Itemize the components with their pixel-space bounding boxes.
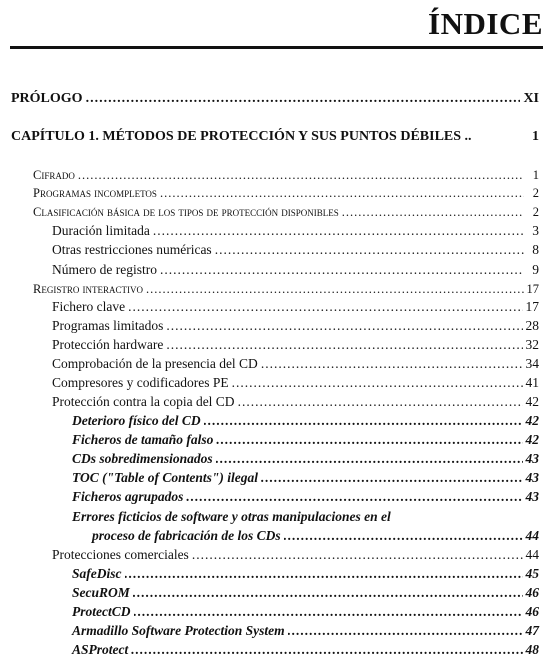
- dot-leader: [261, 357, 523, 371]
- toc-entry-page: 46: [525, 585, 539, 600]
- dot-leader: [232, 376, 523, 390]
- toc-entry: [52, 300, 539, 314]
- toc-entry: [52, 338, 539, 352]
- toc-entry-label: Fichero clave: [52, 299, 126, 314]
- dot-leader: [166, 319, 522, 333]
- toc-entry-page: XI: [523, 91, 539, 106]
- dot-leader: [160, 263, 524, 277]
- toc-entry-page: 34: [525, 356, 539, 371]
- toc-entry-label: PRÓLOGO: [11, 91, 83, 106]
- toc-entry: [33, 169, 539, 182]
- dot-leader: [146, 283, 524, 296]
- toc-entry-page: 48: [525, 642, 539, 657]
- toc-entry-page: 47: [525, 623, 539, 638]
- toc-entry-page: 46: [525, 604, 539, 619]
- toc-entry-page: 1: [532, 129, 539, 144]
- toc-entry-label: Ficheros agrupados: [72, 489, 184, 504]
- toc-entry-page: 43: [525, 489, 539, 504]
- toc-entry: [72, 643, 539, 657]
- dot-leader: [125, 567, 523, 581]
- toc-entry-label: SafeDisc: [72, 566, 122, 581]
- toc-entry-page: 42: [525, 413, 539, 428]
- toc-entry-label: Deterioro físico del CD: [72, 413, 201, 428]
- toc-entry-label: Registro interactivo: [33, 282, 143, 296]
- dot-leader: [288, 624, 523, 638]
- toc-entry: [72, 567, 539, 581]
- dot-leader: [128, 300, 522, 314]
- dot-leader: [78, 169, 524, 182]
- toc-entry-page: 41: [525, 375, 539, 390]
- dot-leader: [131, 643, 522, 657]
- toc-entry: [72, 586, 539, 600]
- dot-leader: [86, 92, 521, 106]
- toc-entry: [33, 283, 539, 296]
- toc-entry: [52, 263, 539, 277]
- dot-leader: [216, 433, 522, 447]
- toc-entry-page: 45: [525, 566, 539, 581]
- toc-entry: [72, 433, 539, 447]
- dot-leader: [261, 471, 523, 485]
- toc-entry-page: 32: [525, 337, 539, 352]
- toc-entry: [72, 490, 539, 504]
- toc-entry-label: Ficheros de tamaño falso: [72, 432, 214, 447]
- toc-entry-label: Clasificación básica de los tipos de protección disponibles: [33, 205, 339, 219]
- toc-entry-page: 44: [525, 547, 539, 562]
- toc-entry: [52, 243, 539, 257]
- toc-entry-label: TOC ("Table of Contents") ilegal: [72, 470, 258, 485]
- toc-entry-page: 44: [525, 528, 539, 543]
- dot-leader: [166, 338, 522, 352]
- toc-entry: [52, 224, 539, 238]
- dot-leader: [216, 452, 523, 466]
- toc-entry-label: Cifrado: [33, 168, 75, 182]
- toc-entry-page: 43: [525, 451, 539, 466]
- toc-entry-page: 2: [532, 205, 539, 219]
- dot-leader: [133, 586, 523, 600]
- toc-entry: [52, 395, 539, 409]
- dot-leader: [186, 490, 522, 504]
- toc-entry-page: 2: [532, 186, 539, 200]
- toc-entry: [52, 376, 539, 390]
- toc-entry: [33, 206, 539, 219]
- toc-entry-label: Protecciones comerciales: [52, 547, 189, 562]
- toc-entry-page: 42: [525, 432, 539, 447]
- toc-entry: [11, 92, 539, 106]
- toc-entry-label: Programas limitados: [52, 318, 164, 333]
- toc-entry-page: 8: [532, 242, 539, 257]
- toc-entry: [72, 624, 539, 638]
- toc-entry-page: 1: [532, 168, 539, 182]
- toc-entry: [11, 130, 539, 144]
- dot-leader: [134, 605, 523, 619]
- toc-entry-label: Armadillo Software Protection System: [72, 623, 285, 638]
- toc-entry-label: Compresores y codificadores PE: [52, 375, 229, 390]
- dot-leader: [192, 548, 523, 562]
- dot-leader: [342, 206, 524, 219]
- toc-entry: [52, 319, 539, 333]
- toc-entry: [72, 605, 539, 619]
- toc-entry: [72, 414, 539, 428]
- toc-entry-label: Protección contra la copia del CD: [52, 394, 235, 409]
- toc-entry-label: ASProtect: [72, 642, 129, 657]
- dot-leader: [284, 529, 523, 543]
- toc-entry-label: CAPÍTULO 1. MÉTODOS DE PROTECCIÓN Y SUS PUNTOS DÉBILES ..: [11, 129, 472, 144]
- toc-entry-page: 28: [525, 318, 539, 333]
- dot-leader: [204, 414, 523, 428]
- toc-entry-label: Otras restricciones numéricas: [52, 242, 212, 257]
- toc-entry-label: ProtectCD: [72, 604, 131, 619]
- toc-entry-label: Protección hardware: [52, 337, 164, 352]
- toc-entry-page: 9: [532, 262, 539, 277]
- toc-entry-page: 42: [525, 394, 539, 409]
- dot-leader: [153, 224, 524, 238]
- toc-entry: [52, 357, 539, 371]
- toc-entry-label: CDs sobredimensionados: [72, 451, 213, 466]
- toc-entry-label: proceso de fabricación de los CDs: [92, 528, 281, 543]
- toc-entry-label: Comprobación de la presencia del CD: [52, 356, 258, 371]
- toc-entry-label: Programas incompletos: [33, 186, 157, 200]
- dot-leader: [215, 243, 524, 257]
- toc-entry: [52, 548, 539, 562]
- toc-entry-page: 3: [532, 223, 539, 238]
- dot-leader: [160, 187, 524, 200]
- toc-entry: [92, 529, 539, 543]
- toc-entry-page: 43: [525, 470, 539, 485]
- toc-entry: [72, 452, 539, 466]
- toc-entry-page: 17: [526, 282, 539, 296]
- toc-entry: [33, 187, 539, 200]
- toc-entry-label: SecuROM: [72, 585, 130, 600]
- toc-entry-label: Duración limitada: [52, 223, 150, 238]
- toc-entry-page: 17: [525, 299, 539, 314]
- toc-entry: [72, 471, 539, 485]
- dot-leader: [238, 395, 523, 409]
- toc-entry-label-line1: Errores ficticios de software y otras manipulaciones en el: [72, 509, 391, 524]
- page-title: ÍNDICE: [428, 6, 543, 41]
- toc-entry-label: Número de registro: [52, 262, 157, 277]
